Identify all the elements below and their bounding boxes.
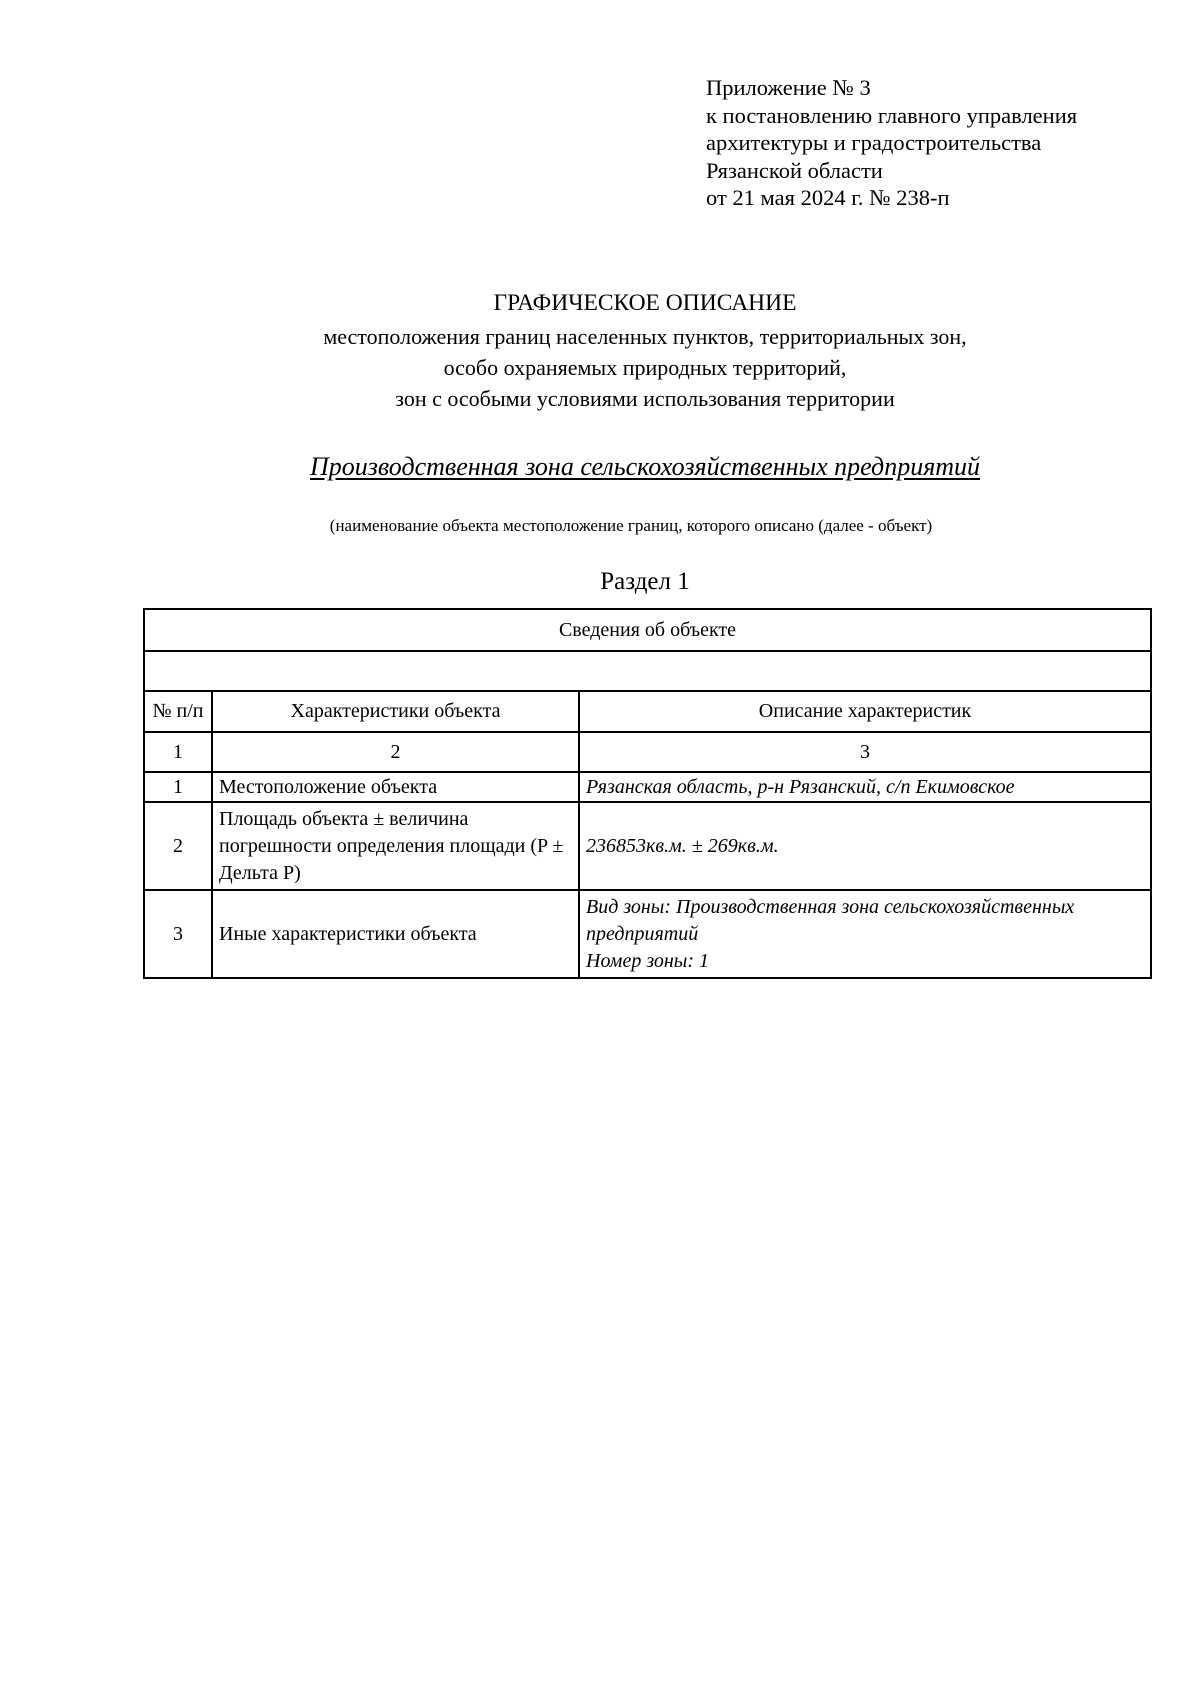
table-row — [144, 802, 1151, 890]
description-line: Номер зоны: 1 — [586, 949, 709, 972]
table-row — [144, 772, 1151, 802]
row-description-cell — [579, 890, 1151, 978]
object-caption: (наименование объекта местоположение границ, которого описано (далее - объект) — [329, 516, 933, 535]
subtitle-line: зон с особыми условиями использования территории — [395, 386, 895, 411]
table-header-row — [144, 691, 1151, 732]
table-row — [144, 890, 1151, 978]
section-title: Раздел 1 — [600, 568, 690, 595]
row-description-cell — [579, 802, 1151, 890]
table-caption: Сведения об объекте — [144, 609, 1151, 651]
column-number-cell: 2 — [212, 732, 579, 772]
header-cell-characteristic: Характеристики объекта — [212, 691, 579, 732]
row-characteristic-cell: Площадь объекта ± величина погрешности определения площади (P ± Дельта P) — [212, 802, 579, 890]
row-number-cell: 1 — [144, 772, 212, 802]
subtitle-line: особо охраняемых природных территорий, — [443, 355, 847, 380]
appendix-line: архитектуры и градостроительства — [706, 130, 1042, 156]
row-characteristic-cell: Иные характеристики объекта — [212, 890, 579, 978]
appendix-line: Рязанской области — [706, 157, 883, 183]
appendix-line: Приложение № 3 — [706, 75, 871, 100]
document-subtitle — [0, 321, 1200, 414]
column-number-cell: 1 — [144, 732, 212, 772]
appendix-line: от 21 мая 2024 г. № 238-п — [706, 185, 950, 211]
header-cell-description: Описание характеристик — [579, 691, 1151, 732]
row-characteristic-cell: Местоположение объекта — [212, 772, 579, 802]
object-name-heading — [0, 451, 1200, 483]
table-column-number-row — [144, 732, 1151, 772]
description-line: Вид зоны: Производственная зона сельскохозяйственных предприятий — [586, 895, 1075, 945]
description-line: 236853кв.м. ± 269кв.м. — [586, 834, 779, 857]
subtitle-line: местоположения границ населенных пунктов, территориальных зон, — [323, 324, 967, 349]
object-info-table — [143, 608, 1152, 979]
table-empty-cell — [144, 651, 1151, 691]
row-description-cell — [579, 772, 1151, 802]
table-empty-row — [144, 651, 1151, 691]
column-number-cell: 3 — [579, 732, 1151, 772]
description-line: Рязанская область, р-н Рязанский, с/п Екимовское — [586, 775, 1015, 798]
row-number-cell: 2 — [144, 802, 212, 890]
table-caption-row — [144, 609, 1151, 651]
appendix-line: к постановлению главного управления — [706, 102, 1078, 128]
object-name-text: Производственная зона сельскохозяйственных предприятий — [309, 452, 981, 481]
header-cell-number: № п/п — [144, 691, 212, 732]
row-number-cell: 3 — [144, 890, 212, 978]
document-title: ГРАФИЧЕСКОЕ ОПИСАНИЕ — [493, 290, 797, 316]
appendix-block — [706, 74, 1077, 212]
